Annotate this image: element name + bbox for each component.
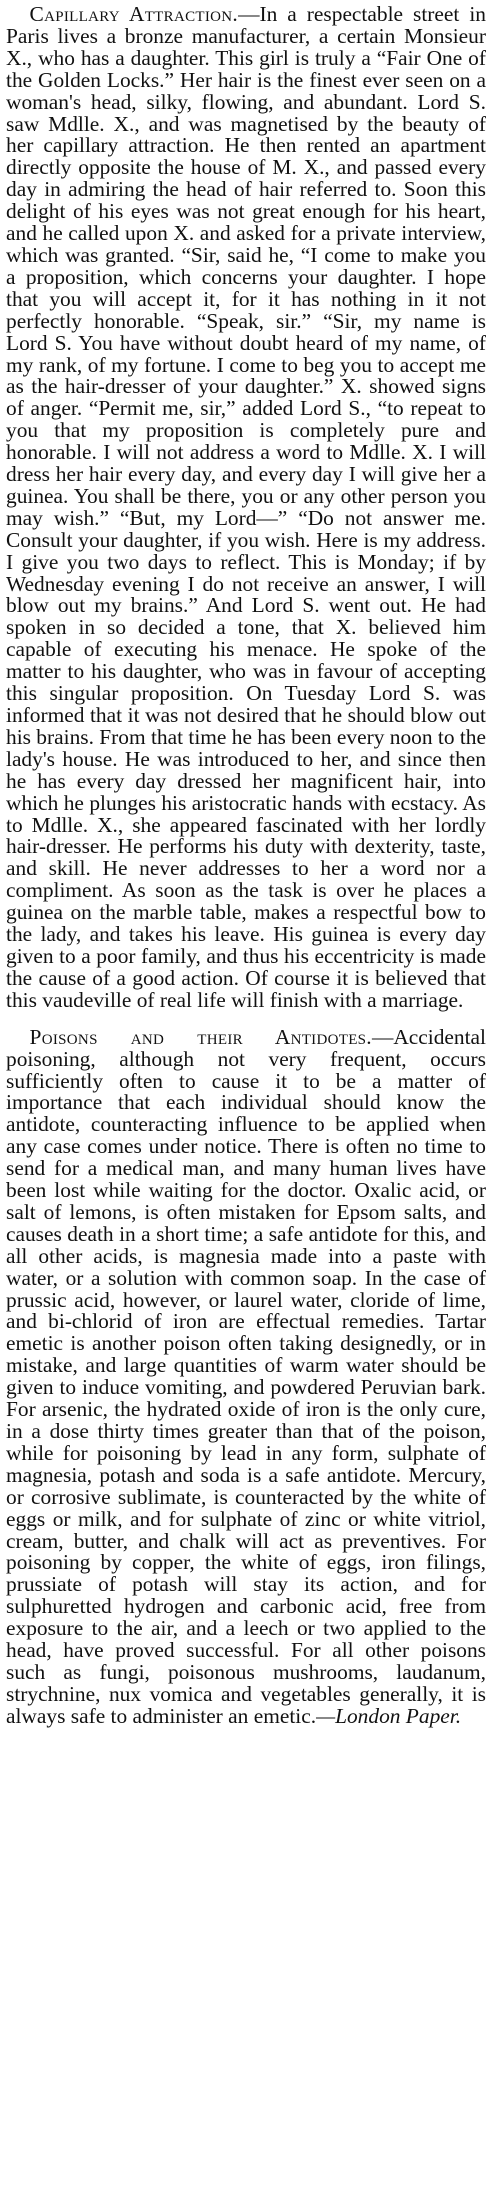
article-poisons-antidotes [6, 1024, 486, 1728]
article-heading: Capillary Attraction. [29, 2, 239, 26]
article-body: —Accidental poisoning, although not very frequent, occurs sufficiently often to cause it to be a matter of importance that each individual should know the antidote, counteracting influence to be applied when any case comes under notice. There is often no time to send for a medical man, and many human lives have been lost while waiting for the doctor. Oxalic acid, or salt of lemons, is often mistaken for Epsom salts, and causes death in a short time; a safe antidote for this, and all other acids, is magnesia made into a paste with water, or a solution with common soap. In the case of prussic acid, however, or laurel water, cloride of lime, and bi-chlorid of iron are effectual remedies. Tartar emetic is another poison often taking designedly, or in mistake, and large quantities of warm water should be given to induce vomiting, and powdered Peruvian bark. For arsenic, the hydrated oxide of iron is the only cure, in a dose thirty times greater than that of the poison, while for poisoning by lead in any form, sulphate of magnesia, potash and soda is a safe antidote. Mercury, or corrosive sublimate, is counteracted by the white of eggs or milk, and for sulphate of zinc or white vitriol, cream, butter, and chalk will act as preventives. For poisoning by copper, the white of eggs, iron filings, prussiate of potash will stay its action, and for sulphuretted hydrogen and carbonic acid, free from exposure to the air, and a leech or two applied to the head, have proved successful. For all other poisons such as fungi, poisonous mushrooms, laudanum, strychnine, nux vomica and vegetables generally, it is always safe to administer an emetic. [6, 1024, 486, 1728]
article-body: —In a respectable street in Paris lives a bronze manufacturer, a certain Monsieur X., who has a daughter. This girl is truly a “Fair One of the Golden Locks.” Her hair is the finest ever seen on a woman's head, silky, flowing, and abundant. Lord S. saw Mdlle. X., and was magnetised by the beauty of her capillary attraction. He then rented an apartment directly opposite the house of M. X., and passed every day in admiring the head of hair referred to. Soon this delight of his eyes was not great enough for his heart, and he called upon X. and asked for a private interview, which was granted. “Sir, said he, “I come to make you a proposition, which concerns your daughter. I hope that you will accept it, for it has nothing in it not perfectly honorable. “Speak, sir.” “Sir, my name is Lord S. You have without doubt heard of my name, of my rank, of my fortune. I come to beg you to accept me as the hair-dresser of your daughter.” X. showed signs of anger. “Permit me, sir,” added Lord S., “to repeat to you that my proposition is completely pure and honorable. I will not address a word to Mdlle. X. I will dress her hair every day, and every day I will give her a guinea. You shall be there, you or any other person you may wish.” “But, my Lord—” “Do not answer me. Consult your daughter, if you wish. Here is my address. I give you two days to reflect. This is Monday; if by Wednesday evening I do not receive an answer, I will blow out my brains.” And Lord S. went out. He had spoken in so decided a tone, that X. believed him capable of executing his menace. He spoke of the matter to his daughter, who was in favour of accepting this singular proposition. On Tuesday Lord S. was informed that it was not desired that he should blow out his brains. From that time he has been every noon to the lady's house. He was introduced to her, and since then he has every day dressed her magnificent hair, into which he plunges his aristocratic hands with ecstacy. As to Mdlle. X., she appeared fascinated with her lordly hair-dresser. He performs his duty with dexterity, taste, and skill. He never addresses to her a word nor a compliment. As soon as the task is over he places a guinea on the marble table, makes a respectful bow to the lady, and takes his leave. His guinea is every day given to a poor family, and thus his eccentricity is made the cause of a good action. Of course it is believed that this vaudeville of real life will finish with a marriage. [6, 2, 486, 1012]
article-heading: Poisons and their Antidotes. [29, 1024, 372, 1049]
article-source: —London Paper. [316, 1703, 462, 1728]
article-capillary-attraction [6, 4, 486, 1012]
